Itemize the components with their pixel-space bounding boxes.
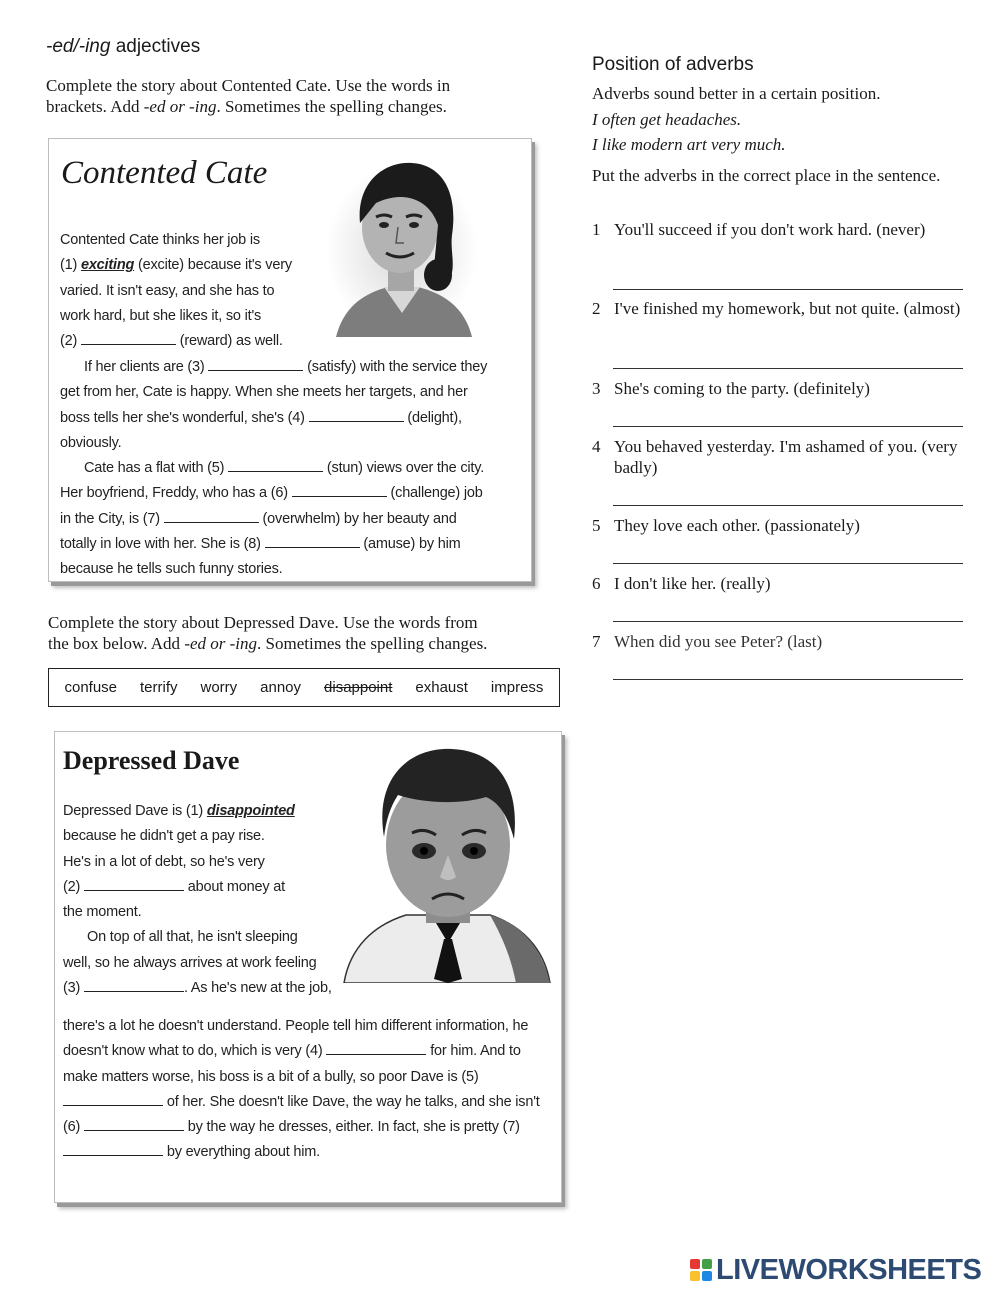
logo-text: LIVEWORKSHEETS <box>716 1253 982 1286</box>
word-box-item: worry <box>200 679 238 696</box>
section-heading-ed-ing: -ed/-ing adjectives <box>46 36 201 57</box>
dave-story-body: there's a lot he doesn't understand. People tell him different information, he doesn't know what to do, which is very (4) for him. And to make matters worse, his boss is a bit of a bully, so poor Dave is (5) of her. She doesn't like Dave, the way he talks, and she isn't (6) by the way he dresses, either. In fact, she is pretty (7) by everything about him. <box>63 1018 540 1161</box>
answer-line-7[interactable] <box>613 679 963 680</box>
dave-title: Depressed Dave <box>63 746 240 775</box>
dave-blank-7[interactable] <box>63 1141 163 1156</box>
cate-blank-4[interactable] <box>309 407 404 422</box>
cate-blank-5[interactable] <box>228 457 323 472</box>
word-box-item: impress <box>490 679 544 696</box>
cate-answer-1: exciting <box>80 257 135 274</box>
dave-portrait-image <box>340 747 552 983</box>
cate-title: Contented Cate <box>61 155 268 191</box>
word-box-item: confuse <box>64 679 118 696</box>
answer-line-5[interactable] <box>613 563 963 564</box>
dave-blank-5[interactable] <box>63 1091 163 1106</box>
cate-blank-7[interactable] <box>164 508 259 523</box>
cate-instructions: Complete the story about Contented Cate. Use the words in brackets. Add -ed or -ing. Sometimes the spelling changes. <box>46 76 451 116</box>
cate-story-intro: Contented Cate thinks her job is (1) exciting (excite) because it's very varied. It isn't easy, and she has to work hard, but she likes it, so it's (2) (reward) as well. <box>60 232 292 350</box>
cate-blank-6[interactable] <box>292 482 387 497</box>
answer-line-3[interactable] <box>613 426 963 427</box>
word-box <box>48 668 560 707</box>
answer-line-2[interactable] <box>613 368 963 369</box>
answer-line-1[interactable] <box>613 289 963 290</box>
word-box-item-struck: disappoint <box>324 679 393 696</box>
cate-blank-8[interactable] <box>265 533 360 548</box>
cate-portrait-image <box>326 155 478 337</box>
adverbs-intro: Adverbs sound better in a certain position. <box>592 84 881 103</box>
dave-blank-6[interactable] <box>84 1116 184 1131</box>
dave-answer-1: disappointed <box>206 803 295 819</box>
adverbs-example-2: I like modern art very much. <box>592 135 786 154</box>
answer-line-4[interactable] <box>613 505 963 506</box>
dave-story-intro: Depressed Dave is (1) disappointed because he didn't get a pay rise. He's in a lot of debt, so he's very (2) about money at the moment. On top of all that, he isn't sleeping well, so he always arrives at work feeling (3) . As he's new at the job, <box>63 803 332 997</box>
adverbs-heading: Position of adverbs <box>592 54 754 75</box>
adverbs-instruction: Put the adverbs in the correct place in the sentence. <box>592 166 941 185</box>
liveworksheets-logo <box>690 1253 981 1287</box>
word-box-item: terrify <box>140 679 178 696</box>
dave-blank-3[interactable] <box>84 977 184 992</box>
adverbs-example-1: I often get headaches. <box>592 110 742 129</box>
word-box-item: exhaust <box>415 679 468 696</box>
dave-instructions: Complete the story about Depressed Dave. Use the words from the box below. Add -ed or -ing. Sometimes the spelling changes. <box>48 613 488 653</box>
logo-grid-icon <box>690 1259 712 1281</box>
dave-blank-2[interactable] <box>84 876 184 891</box>
answer-line-6[interactable] <box>613 621 963 622</box>
cate-blank-3[interactable] <box>208 356 303 371</box>
dave-blank-4[interactable] <box>326 1040 426 1055</box>
cate-story-body: If her clients are (3) (satisfy) with the service they get from her, Cate is happy. When she meets her targets, and her boss tells her she's wonderful, she's (4) (delight), obviously. Cate has a flat with (5) (stun) views over the city. Her boyfriend, Freddy, who has a (6) (challenge) job in the City, is (7) (overwhelm) by her beauty and totally in love with her. She is (8) (amuse) by him because he tells such funny stories. <box>60 355 490 583</box>
word-box-item: annoy <box>260 679 302 696</box>
cate-blank-2[interactable] <box>81 330 176 345</box>
